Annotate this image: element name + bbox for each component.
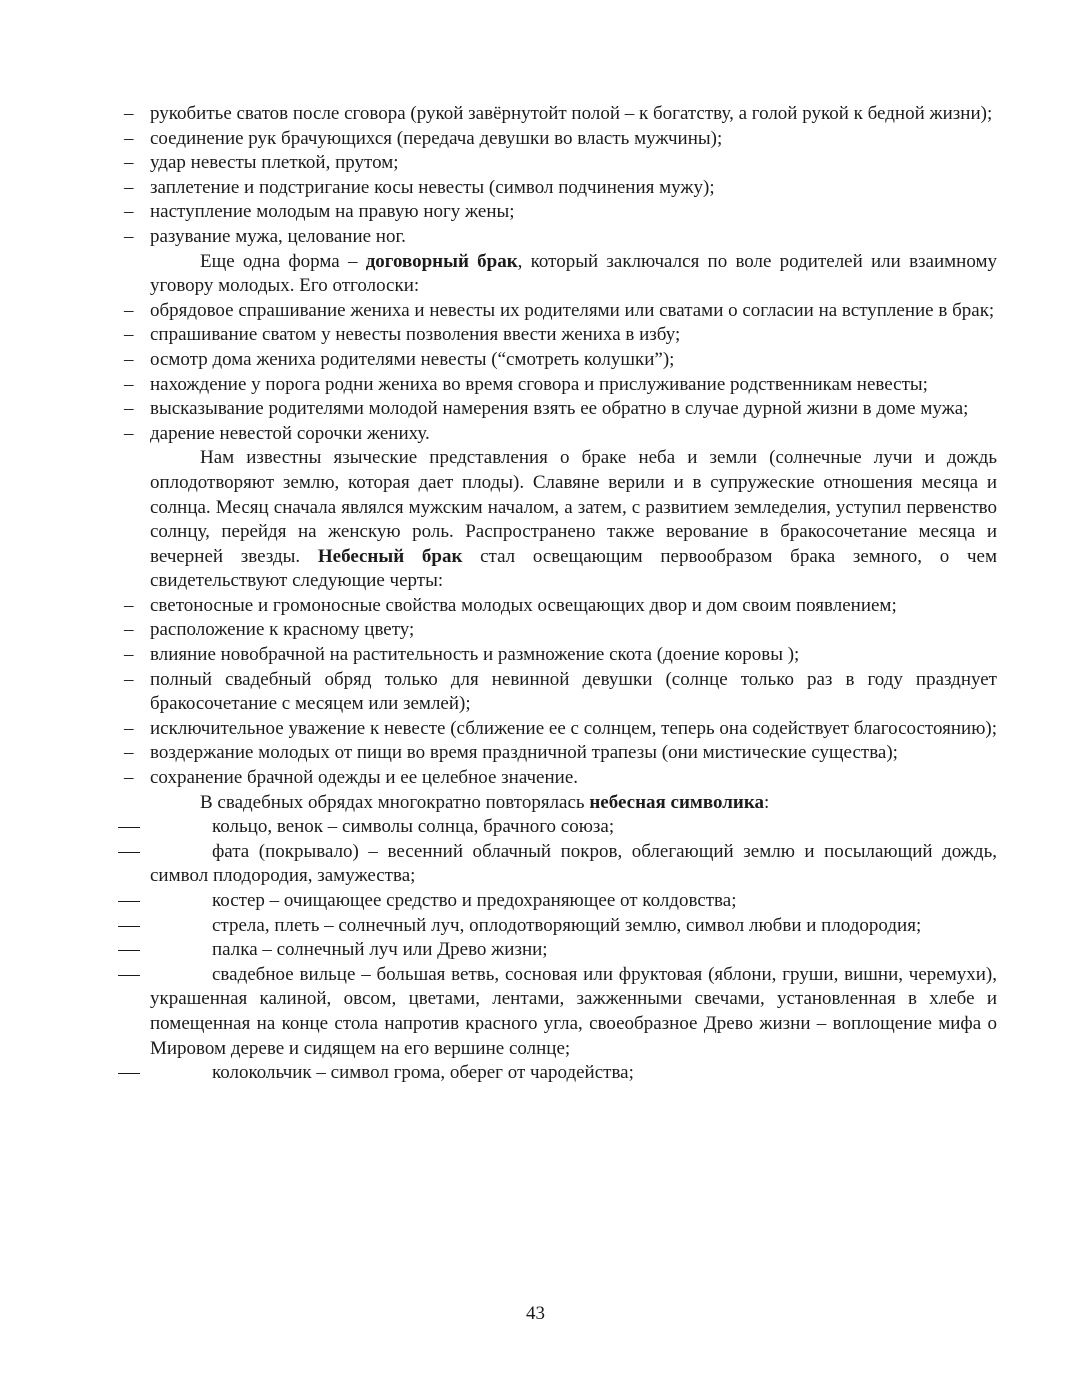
dash-marker: –: [124, 225, 134, 247]
dash-marker: –: [124, 152, 134, 174]
list-item: [0, 643, 1071, 668]
paragraph-text: Еще одна форма –: [200, 250, 366, 272]
dash-marker: –: [124, 348, 134, 370]
list-item-text: исключительное уважение к невесте (сближение ее с солнцем, теперь она содействует благосостоянию);: [150, 717, 998, 739]
list-item: [0, 815, 1071, 840]
list-item: [0, 348, 1071, 373]
paragraph-text: :: [764, 791, 770, 813]
list-item: [0, 1061, 1071, 1086]
dash-marker: –: [124, 201, 134, 223]
bold-term: небесная символика: [589, 791, 765, 813]
paragraph-text: стал освещающим первообразом брака земного, о чем свидетельствуют следующие черты:: [150, 545, 997, 592]
list-item-text: расположение к красному цвету;: [150, 619, 415, 641]
list-contract-echoes: [0, 299, 1071, 447]
list-rituals: [0, 102, 1071, 250]
list-item: [0, 225, 1071, 250]
paragraph-heavenly-symbolism: [0, 791, 1071, 816]
dash-marker: –: [124, 619, 134, 641]
dash-marker: –: [124, 373, 134, 395]
list-item-text: удар невесты плеткой, прутом;: [150, 152, 399, 174]
dash-marker: –: [124, 742, 134, 764]
paragraph-text: , который заключался по воле родителей или взаимному уговору молодых. Его отголоски:: [150, 250, 997, 297]
long-dash-marker: [118, 827, 140, 828]
list-symbols: [0, 815, 1071, 1086]
list-item: [0, 889, 1071, 914]
list-item-text: влияние новобрачной на растительность и размножение скота (доение коровы );: [150, 644, 800, 666]
dash-marker: –: [124, 767, 134, 789]
dash-marker: –: [124, 176, 134, 198]
list-item-text: сохранение брачной одежды и ее целебное значение.: [150, 767, 579, 789]
list-item: [0, 668, 1071, 717]
dash-marker: –: [124, 717, 134, 739]
list-item: [0, 323, 1071, 348]
dash-marker: –: [124, 644, 134, 666]
list-item: [0, 102, 1071, 127]
list-item: [0, 397, 1071, 422]
list-item-text: соединение рук брачующихся (передача девушки во власть мужчины);: [150, 127, 723, 149]
paragraph-contract-marriage: [0, 250, 1071, 299]
long-dash-marker: [118, 926, 140, 927]
list-item: [0, 151, 1071, 176]
list-heavenly-features: [0, 594, 1071, 791]
list-item: [0, 200, 1071, 225]
list-item: [0, 299, 1071, 324]
bold-term: Небесный брак: [317, 545, 463, 567]
list-item-text: разувание мужа, целование ног.: [150, 225, 406, 247]
dash-marker: –: [124, 422, 134, 444]
list-item-text: дарение невестой сорочки жениху.: [150, 422, 430, 444]
list-item-text: воздержание молодых от пищи во время праздничной трапезы (они мистические существа);: [150, 742, 898, 764]
list-item: [0, 766, 1071, 791]
list-item-text: светоносные и громоносные свойства молодых освещающих двор и дом своим появлением;: [150, 594, 897, 616]
list-item: [0, 717, 1071, 742]
list-item: [0, 741, 1071, 766]
dash-marker: –: [124, 103, 134, 124]
paragraph-text: Нам известны языческие представления о браке неба и земли (солнечные лучи и дождь оплодотворяют землю, которая дает плоды). Славяне верили и в супружеские отношения месяца и солнца. Месяц сначала являлся мужским началом, а затем, с развитием земледелия, уступил первенство солнцу, перейдя на женскую роль. Распространено также верование в бракосочетание месяца и вечерней звезды.: [150, 447, 997, 567]
bold-term: договорный брак: [365, 250, 518, 272]
list-item-text: нахождение у порога родни жениха во время сговора и прислуживание родственникам невесты;: [150, 373, 928, 395]
dash-marker: –: [124, 398, 134, 420]
dash-marker: –: [124, 127, 134, 149]
list-item-text: спрашивание сватом у невесты позволения ввести жениха в избу;: [150, 324, 681, 346]
list-item: [0, 963, 1071, 1061]
list-item: [0, 938, 1071, 963]
dash-marker: –: [124, 668, 134, 690]
list-item: [0, 914, 1071, 939]
list-item: [0, 176, 1071, 201]
list-item: [0, 127, 1071, 152]
long-dash-marker: [118, 1073, 140, 1074]
list-item-text: стрела, плеть – солнечный луч, оплодотворяющий землю, символ любви и плодородия;: [212, 914, 922, 936]
list-item-text: осмотр дома жениха родителями невесты (“смотреть колушки”);: [150, 348, 675, 370]
list-item-text: палка – солнечный луч или Древо жизни;: [212, 939, 548, 961]
long-dash-marker: [118, 975, 140, 976]
page-content: [0, 102, 1071, 1086]
page-number: 43: [526, 1303, 545, 1324]
list-item-text: обрядовое спрашивание жениха и невесты их родителями или сватами о согласии на вступление в брак;: [150, 299, 995, 321]
list-item: [0, 840, 1071, 889]
list-item-text: высказывание родителями молодой намерения взять ее обратно в случае дурной жизни в доме мужа;: [150, 398, 969, 420]
list-item-text: наступление молодым на правую ногу жены;: [150, 201, 515, 223]
list-item-text: рукобитье сватов после сговора (рукой завёрнутойт полой – к богатству, а голой рукой к бедной жизни);: [150, 103, 993, 124]
list-item-text: костер – очищающее средство и предохраняющее от колдовства;: [212, 890, 737, 911]
dash-marker: –: [124, 594, 134, 616]
list-item-text: колокольчик – символ грома, оберег от чародейства;: [212, 1062, 634, 1084]
paragraph-text: В свадебных обрядах многократно повторялась: [200, 791, 590, 813]
list-item-text: кольцо, венок – символы солнца, брачного союза;: [212, 816, 615, 838]
paragraph-heavenly-marriage: [0, 446, 1071, 594]
list-item: [0, 594, 1071, 619]
list-item-text: свадебное вильце – большая ветвь, сосновая или фруктовая (яблони, груши, вишни, черемухи), украшенная калиной, овсом, цветами, лентами, зажженными свечами, установленная в хлебе и помещенная на конце стола напротив красного угла, своеобразное Древо жизни – воплощение мифа о Мировом дереве и сидящем на его вершине солнце;: [150, 963, 997, 1059]
list-item-text: полный свадебный обряд только для невинной девушки (солнце только раз в году празднует бракосочетание с месяцем или землей);: [150, 668, 997, 715]
list-item-text: заплетение и подстригание косы невесты (символ подчинения мужу);: [150, 176, 715, 198]
dash-marker: –: [124, 299, 134, 321]
list-item: [0, 618, 1071, 643]
long-dash-marker: [118, 852, 140, 853]
long-dash-marker: [118, 950, 140, 951]
list-item-text: фата (покрывало) – весенний облачный покров, облегающий землю и посылающий дождь, символ плодородия, замужества;: [150, 840, 997, 887]
dash-marker: –: [124, 324, 134, 346]
list-item: [0, 373, 1071, 398]
list-item: [0, 422, 1071, 447]
long-dash-marker: [118, 901, 140, 902]
